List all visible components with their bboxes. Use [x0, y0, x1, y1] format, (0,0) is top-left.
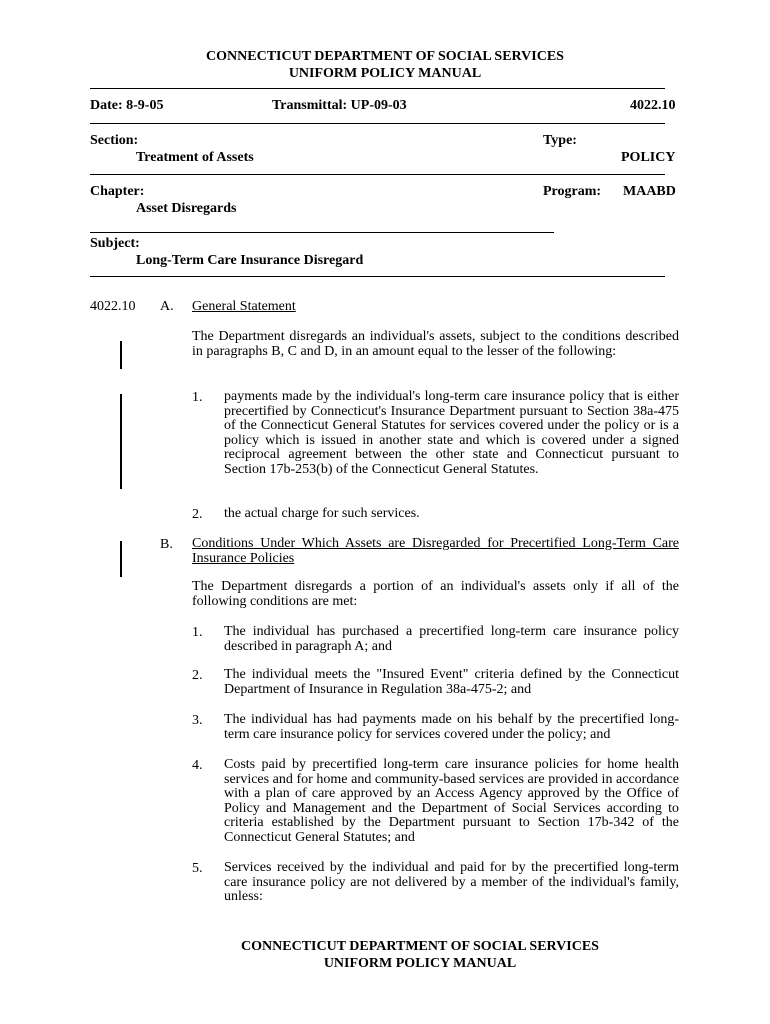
- chapter-label: Chapter:: [90, 184, 145, 199]
- list-item-text: The individual has had payments made on his behalf by the precertified long-term care insurance policy for services covered under the policy; and: [224, 712, 679, 742]
- list-item-number: 3.: [192, 713, 203, 728]
- document-header: [90, 48, 680, 82]
- section-b-intro: The Department disregards a portion of an individual's assets only if all of the following conditions are met:: [192, 579, 679, 609]
- list-item-text: Costs paid by precertified long-term care insurance policies for home health services and for home and community-based services are provided in accordance with a plan of care approved by an Access Agency approved by the Office of Policy and Management and the Department of Social Services according to criteria established by the Department pursuant to Section 17b-342 of the Connecticut General Statutes; and: [224, 757, 679, 845]
- footer-department: CONNECTICUT DEPARTMENT OF SOCIAL SERVICES: [241, 939, 599, 954]
- header-department: CONNECTICUT DEPARTMENT OF SOCIAL SERVICES: [206, 49, 564, 64]
- list-item-number: 1.: [192, 390, 203, 405]
- section-a-intro: The Department disregards an individual's assets, subject to the conditions described in paragraphs B, C and D, in an amount equal to the lesser of the following:: [192, 329, 679, 359]
- rule-subject: [90, 276, 665, 277]
- rule-section: [90, 174, 665, 175]
- list-item-text: The individual meets the "Insured Event" criteria defined by the Connecticut Department of Insurance in Regulation 38a-475-2; and: [224, 667, 679, 697]
- subject-label: Subject:: [90, 236, 140, 251]
- transmittal-label: Transmittal: UP-09-03: [272, 98, 407, 113]
- program-label: Program:: [543, 184, 602, 199]
- list-item-number: 5.: [192, 861, 203, 876]
- list-item-text: payments made by the individual's long-term care insurance policy that is either precertified by Connecticut's Insurance Department pursuant to Section 38a-475 of the Connecticut General Statutes for services covered under the policy or is a policy which is issued in another state and which is covered under a signed reciprocal agreement between the other state and Connecticut pursuant to Section 17b-253(b) of the Connecticut General Statutes.: [224, 389, 679, 477]
- list-item-number: 1.: [192, 625, 203, 640]
- type-label: Type:: [543, 133, 577, 148]
- document-footer: [185, 938, 655, 972]
- list-item-number: 4.: [192, 758, 203, 773]
- section-value: Treatment of Assets: [136, 150, 254, 165]
- section-b-letter: B.: [160, 537, 173, 552]
- type-value: POLICY: [621, 150, 676, 165]
- subject-value: Long-Term Care Insurance Disregard: [136, 253, 364, 268]
- section-a-heading: General Statement: [192, 299, 296, 314]
- list-item-text: Services received by the individual and paid for by the precertified long-term care insurance policy are not delivered by a member of the individual's family, unless:: [224, 860, 679, 904]
- policy-number: 4022.10: [630, 98, 676, 113]
- section-label: Section:: [90, 133, 139, 148]
- paragraph-number: 4022.10: [90, 299, 136, 314]
- list-item-text: the actual charge for such services.: [224, 506, 420, 521]
- program-value: MAABD: [623, 184, 676, 199]
- section-b-heading: Conditions Under Which Assets are Disregarded for Precertified Long-Term Care Insurance Policies: [192, 536, 679, 566]
- header-manual: UNIFORM POLICY MANUAL: [288, 66, 482, 81]
- chapter-value: Asset Disregards: [136, 201, 237, 216]
- revision-bar: [120, 541, 122, 577]
- rule-top: [90, 88, 665, 89]
- list-item-number: 2.: [192, 668, 203, 683]
- list-item-text: The individual has purchased a precertified long-term care insurance policy described in paragraph A; and: [224, 624, 679, 654]
- footer-manual: UNIFORM POLICY MANUAL: [323, 956, 517, 971]
- revision-bar: [120, 341, 122, 369]
- date-label: Date: 8-9-05: [90, 98, 164, 113]
- revision-bar: [120, 394, 122, 489]
- rule-date: [90, 123, 665, 124]
- rule-chapter: [90, 232, 554, 233]
- section-a-letter: A.: [160, 299, 174, 314]
- list-item-number: 2.: [192, 507, 203, 522]
